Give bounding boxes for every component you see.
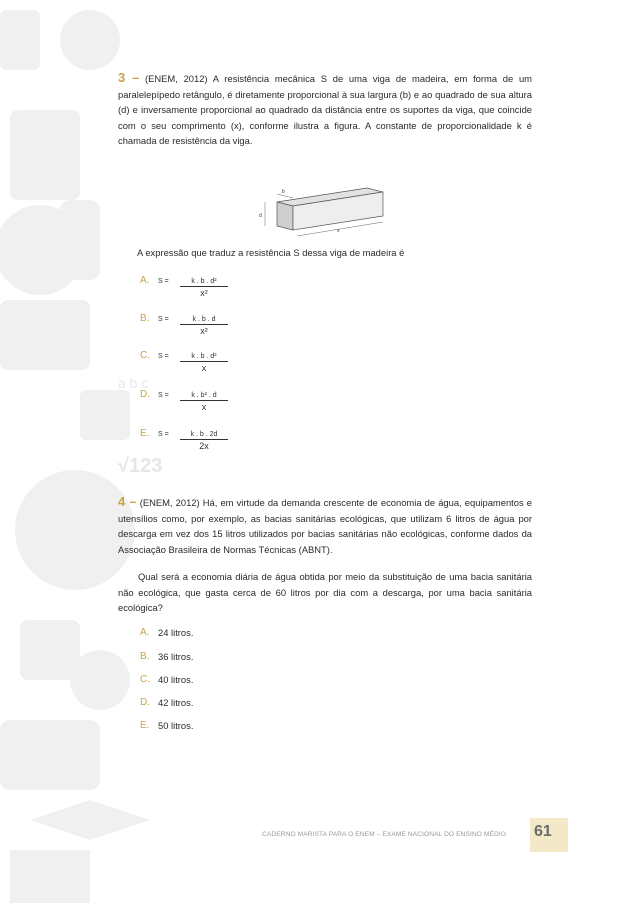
- formula-denominator: x: [201, 363, 207, 373]
- q4-option-d-text: 42 litros.: [158, 697, 194, 708]
- q4-option-a-letter: A.: [140, 627, 150, 638]
- formula-lhs: S =: [158, 431, 169, 438]
- q4-option-e-letter: E.: [140, 720, 150, 731]
- q3-option-b-letter: B.: [140, 313, 150, 324]
- question-4-prompt: Qual será a economia diária de água obtida por meio da substituição de uma bacia sanitária não ecológica, que gasta cerca de 60 litros por dia com a descarga, por uma bacia sanitária ecológica?: [118, 571, 532, 614]
- beam-figure: [257, 180, 397, 246]
- q3-option-c-formula: [158, 353, 238, 375]
- formula-numerator: k . b . 2d: [180, 431, 228, 440]
- q4-option-a-text: 24 litros.: [158, 627, 194, 638]
- formula-denominator: x: [201, 402, 207, 412]
- q4-option-c-letter: C.: [140, 674, 150, 685]
- page-number: 61: [534, 823, 552, 840]
- question-4-body: (ENEM, 2012) Há, em virtude da demanda crescente de economia de água, equipamentos e utensílios como, por exemplo, as bacias sanitárias ecológicas, que utilizam 6 litros de água por descarga em vez dos 15 litros utilizados por bacias sanitárias não ecológicas, conforme dados da Associação Brasileira de Normas Técnicas (ABNT).: [118, 497, 532, 555]
- q4-option-e-text: 50 litros.: [158, 720, 194, 731]
- deco-math-symbol: √123: [118, 455, 163, 477]
- figure-label-x: x: [337, 228, 340, 234]
- q4-option-b-text: 36 litros.: [158, 651, 194, 662]
- formula-lhs: S =: [158, 353, 169, 360]
- question-3-body: (ENEM, 2012) A resistência mecânica S de uma viga de madeira, em forma de um paralelepípedo retângulo, é diretamente proporcional à sua largura (b) e ao quadrado de sua altura (d) e inversamente proporcional ao quadrado da distância entre os suportes da viga, que coincide com o seu comprimento (x), conforme ilustra a figura. A constante de proporcionalidade k é chamada de resistência da viga.: [118, 73, 532, 147]
- formula-denominator: x²: [200, 288, 208, 298]
- formula-numerator: k . b . d²: [180, 353, 228, 362]
- formula-lhs: S =: [158, 316, 169, 323]
- formula-numerator: k . b² . d: [180, 392, 228, 401]
- figure-label-b: b: [282, 189, 285, 195]
- q3-option-b-formula: [158, 316, 238, 338]
- formula-numerator: k . b . d²: [180, 278, 228, 287]
- question-4-text: [118, 494, 532, 557]
- question-3-text: [118, 70, 532, 149]
- q3-option-e-letter: E.: [140, 428, 150, 439]
- question-4-number: 4 –: [118, 494, 137, 509]
- formula-denominator: 2x: [199, 441, 209, 451]
- q3-option-e-formula: [158, 431, 238, 453]
- q3-option-a-letter: A.: [140, 275, 150, 286]
- q4-option-c-text: 40 litros.: [158, 674, 194, 685]
- deco-abc: a b c: [118, 375, 149, 391]
- q4-option-d-letter: D.: [140, 697, 150, 708]
- formula-numerator: k . b . d: [180, 316, 228, 325]
- footer-title: CADERNO MARISTA PARA O ENEM – EXAME NACIONAL DO ENSINO MÉDIO: [262, 831, 507, 838]
- question-3-number: 3 –: [118, 70, 140, 85]
- q3-option-a-formula: [158, 278, 238, 300]
- q3-option-c-letter: C.: [140, 350, 150, 361]
- q3-option-d-letter: D.: [140, 389, 150, 400]
- formula-denominator: x²: [200, 326, 208, 336]
- q3-option-d-formula: [158, 392, 238, 414]
- formula-lhs: S =: [158, 392, 169, 399]
- figure-label-d: d: [259, 213, 262, 219]
- q4-option-b-letter: B.: [140, 651, 150, 662]
- question-3-prompt: A expressão que traduz a resistência S dessa viga de madeira é: [137, 247, 405, 258]
- formula-lhs: S =: [158, 278, 169, 285]
